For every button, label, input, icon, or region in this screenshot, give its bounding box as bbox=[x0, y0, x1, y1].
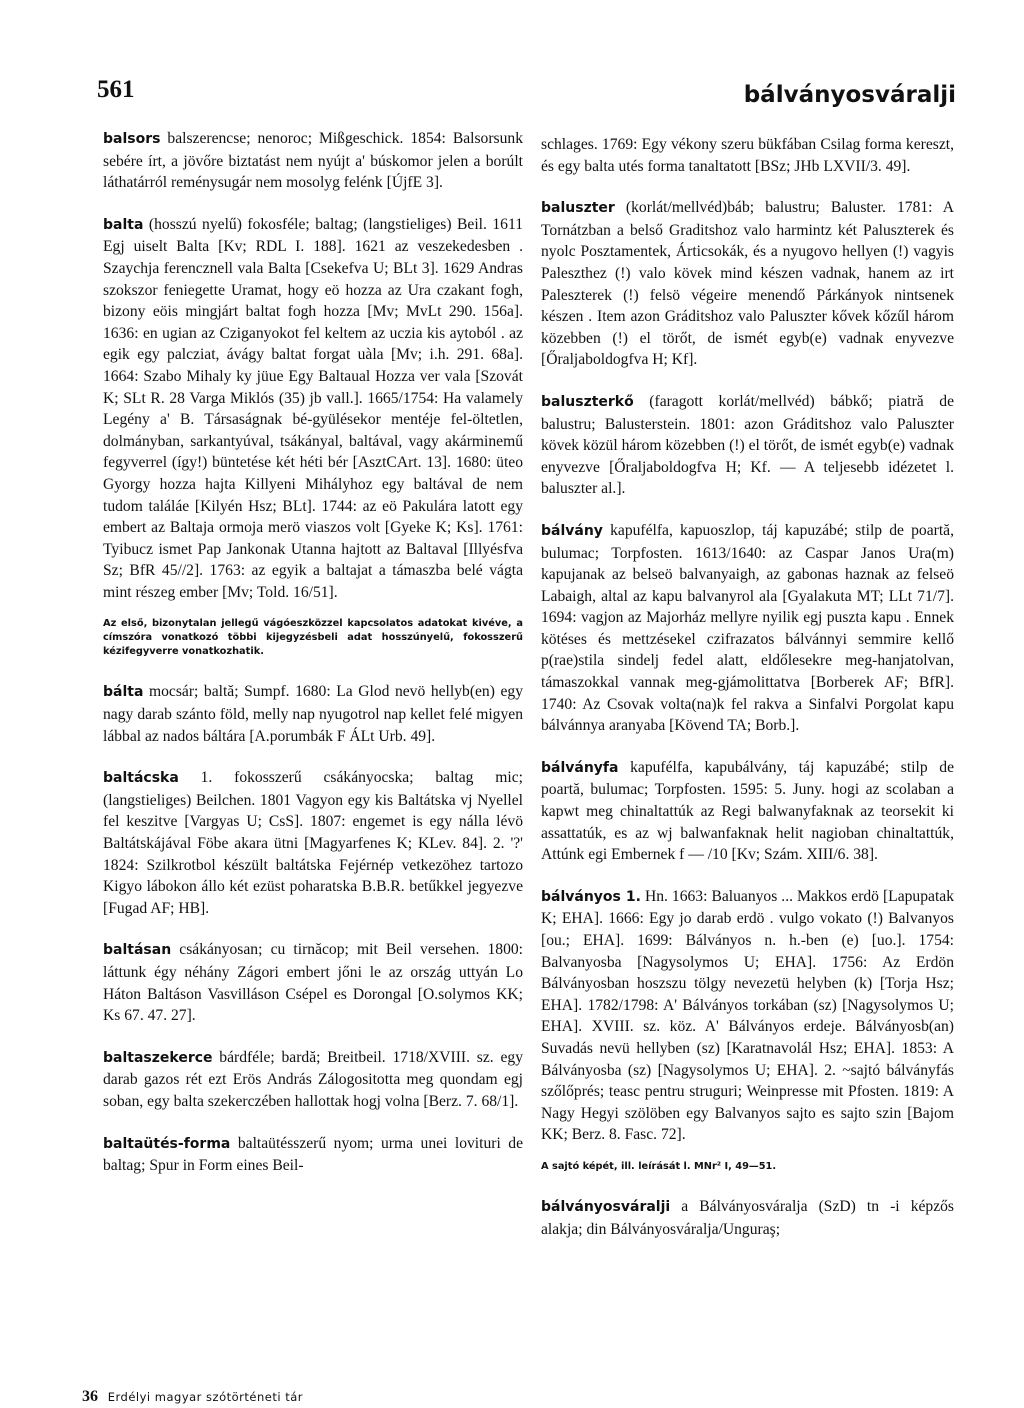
dictionary-entry bbox=[103, 214, 523, 604]
entry-text: (faragott korlát/mellvéd) bábkő; piatră de balustru; Balusterstein. 1801: azon Gráditshoz valo Paluszter kövek közül három közebben (!) el törőt, de ismét egyb(e) vadnak enyvezve [Őraljaboldogfva H; Kf. — A teljesebb idézetet l. baluszter al.]. bbox=[541, 392, 954, 498]
entry-text: balszerencse; nenoroc; Mißgeschick. 1854: Balsorsunk sebére írt, a jövőre biztatást nem nyújt a' búskomor jelen a borúlt láthatárról reménysugár nem mosolyg felénk [ÚjfE 3]. bbox=[103, 130, 523, 192]
entry-text: csákányosan; cu tirnăcop; mit Beil versehen. 1800: láttunk égy néhány Zágori embert jőni le az ország uttyán Lo Háton Baltáson Vasvilláson Csépel es Dorongal [O.solymos KK; Ks 67. 47. 27]. bbox=[103, 941, 523, 1025]
dictionary-entry bbox=[103, 681, 523, 747]
headword: baltaütés-forma bbox=[103, 1135, 231, 1152]
dictionary-entry bbox=[541, 1196, 954, 1240]
dictionary-entry bbox=[103, 939, 523, 1026]
entry-note: A sajtó képét, ill. leírását l. MNr² I, 49—51. bbox=[541, 1160, 777, 1172]
headword: baluszter bbox=[541, 200, 615, 217]
entry-text: bárdféle; bardă; Breitbeil. 1718/XVIII. sz. egy darab gazos rét ezt Erös András Zálogositotta meg quondam egj soban, egy balta szekerczében hallottak hogj volna [Berz. 7. 68/1]. bbox=[103, 1048, 523, 1110]
entry-text: a Bálványosváralja (SzD) tn -i képzős alakja; din Bálványosváralja/Unguraş; bbox=[541, 1197, 954, 1238]
headword: bálványos 1. bbox=[541, 888, 641, 905]
entry-text: (korlát/mellvéd)báb; balustru; Baluster. 1781: A Tornátzban a belső Graditshoz valo harmintz két Paluszterek és nyolc Posztamentek, Árticsokák, és a nyugovo hellyen (!) vagyis Paleszthez (!) valo kövek mind készen vadnak, hanem az irt Paleszterek (!) felsö végeire menendő Párkányok nintsenek készen . Item azon Gráditshoz valo Paluszter kővek kőzűl három közebben (!) el törőt, de ismét egyb(e) vadnak enyvezve [Őraljaboldogfva H; Kf]. bbox=[541, 199, 954, 369]
headword: bálványfa bbox=[541, 759, 619, 776]
headword: baltásan bbox=[103, 942, 172, 959]
entry-text: kapufélfa, kapuoszlop, táj kapuzábé; stilp de poartă, bulumac; Torpfosten. 1613/1640: az Caspar Janos Ura(m) kapujanak az belseö balvanyaigh, az gabonas haznak az felseö Labaigh, altal az kapu balvanyrol ala [Gyalakuta MT; LLt 71/7]. 1694: vagjon az Majorház mellyre nyilik egj puszta kapu . Ennek kötéses és mettzésekel czifrazatos bálvánnyi semmire kellő p(rae)stila sindelj fedel alatt, eldőlesekre meg-hanjatolvan, támaszokkal vannak meg-gjámolittatva [Borberek AF; BfR]. 1740: Az Csovak volta(na)k fel rakva a Sinfalvi Porgolat kapu bálvánnya aranyaba [Kövend TA; Borb.]. bbox=[541, 521, 954, 735]
footer-title: Erdélyi magyar szótörténeti tár bbox=[107, 1390, 303, 1404]
entry-note: Az első, bizonytalan jellegű vágóeszközzel kapcsolatos adatokat kivéve, a címszóra vonatkozó többi kijegyzésbeli adat hosszúnyelű, fokosszerű kézifegyverre vonatkozhatik. bbox=[103, 618, 523, 658]
footer-page-number: 36 bbox=[82, 1388, 98, 1405]
entry-text: (hosszú nyelű) fokosféle; baltag; (langstieliges) Beil. 1611 Egj uiselt Balta [Kv; RDL I. 188]. 1621 az veszekedesben . Szaychja ferencznell vala Balta [Csekefva U; BLt 3]. 1629 Andras szokszor feniegette Uramat, hogy eö hozza az Ura czakant fogh, bizony eöis mingjárt baltat fogh hozza [Mv; MvLt 290. 156a]. 1636: en ugian az Cziganyokot fel keltem az uczia kis aytoból . az egik egy palcziat, ávágy baltat forgat uàla [Mv; i.h. 291. 68a]. 1664: Szabo Mihaly ky jüue Egy Baltaual Hozza ver vala [Szovát K; SLt R. 28 Varga Miklós (35) jb vall.]. 1665/1754: Ha valamely Legény a' B. Társaságnak bé-gyülésekor mentéje fel-öltetlen, dolmányban, sarkantyúval, tsákányal, baltával, vagy akárminemű fegyverrel (így!) büntetése két héti bér [AsztCArt. 13]. 1680: üteo Gyorgy hozza hajta Killyeni Mihályhoz egy baltával de nem tudom találáe [Kilyén Hsz; BLt]. 1744: az eö Pakulára latott egy embert az Baltaja ormoja merö viaszos volt [Gyeke K; Ks]. 1761: Tyibucz ismet Pap Jankonak Utanna hajtott az Baltaval [Illyésfva Sz; BfR 45//2]. 1763: az egyik a baltajat a támaszba belé vágta mint részeg ember [Mv; Told. 16/51]. bbox=[103, 215, 523, 601]
dictionary-entry bbox=[541, 391, 954, 500]
entry-text: baltaütésszerű nyom; urma unei lovituri de baltag; Spur in Form eines Beil- bbox=[103, 1134, 523, 1175]
dictionary-entry bbox=[103, 1133, 523, 1177]
dictionary-entry bbox=[103, 767, 523, 919]
headword: balsors bbox=[103, 131, 161, 147]
right-column bbox=[541, 134, 954, 1260]
dictionary-entry bbox=[103, 1047, 523, 1113]
dictionary-entry bbox=[103, 128, 523, 194]
entry-text: schlages. 1769: Egy vékony szeru bükfában Csilag forma kereszt, és egy balta utés forma tanaltatott [BSz; JHb LXVII/3. 49]. bbox=[541, 136, 954, 175]
dictionary-entry bbox=[541, 197, 954, 371]
entry-text: Hn. 1663: Baluanyos ... Makkos erdö [Lapupatak K; EHA]. 1666: Egy jo darab erdö . vulgo vokato (!) Balvanyos [ou.; EHA]. 1699: Bálványos n. h.-ben (e) [uo.]. 1754: Balvanyosba [Nagysolymos U; EHA]. 1756: Az Erdön Bálványosban hoszszu tölgy nevezetü helyben (k) [Torja Hsz; EHA]. 1782/1798: A' Bálványos torkában (sz) [Nagysolymos U; EHA]. XVIII. sz. köz. A' Bálványos erdeje. Bálványosb(an) Suvadás nevü hellyben (sz) [Karatnavolál Hsz; EHA]. 1853: A Bálványosba (sz) [Nagysolymos U; EHA]. 2. ~sajtó bálványfás szőlőprés; teasc pentru struguri; Weinpresse mit Pfosten. 1819: A Nagy Hegyi szölöben egy Balvanyos sajto es sajto szin [Bajom KK; Berz. 8. Fasc. 72]. bbox=[541, 887, 954, 1144]
headword: balta bbox=[103, 216, 144, 233]
left-column bbox=[103, 128, 523, 1197]
headword: bálvány bbox=[541, 522, 603, 539]
running-head: bálványosváralji bbox=[743, 82, 956, 108]
entry-text: 1. fokosszerű csákányocska; baltag mic; (langstieliges) Beilchen. 1801 Vagyon egy kis Baltátska vj Nyellel fel keszitve [Vargyas U; CsS]. 1807: engemet is egy nálla lévö Baltátskájával Föbe akara ütni [Magyarfenes K; KLev. 84]. 2. '?' 1824: Szilkrotbol készült baltátska Fejérnép vetkezöhez tartozo Kigyo lábokon állo két ezüst poharatska B.B.R. betűkkel jegyezve [Fugad AF; HB]. bbox=[103, 769, 523, 917]
headword: baluszterkő bbox=[541, 393, 634, 410]
headword: bálványosváralji bbox=[541, 1198, 671, 1215]
headword: bálta bbox=[103, 684, 144, 701]
headword: baltaszekerce bbox=[103, 1049, 213, 1066]
dictionary-entry bbox=[541, 886, 954, 1146]
headword: baltácska bbox=[103, 770, 179, 787]
entry-text: mocsár; baltă; Sumpf. 1680: La Glod nevö hellyb(en) egy nagy darab szánto föld, melly nap nyugotrol nap kellet felé migyen lábbal az nados báltára [A.porumbák F ÁLt Urb. 49]. bbox=[103, 683, 523, 745]
entry-text: kapufélfa, kapubálvány, táj kapuzábé; stilp de poartă, bulumac; Torpfosten. 1595: 5. Juny. hogi az scolaban a kapwt meg chinaltattúk az Regi balwanyfaknak az teorsekit ki assattatúk, es az wj balwanfaknak helit nagioban chinaltattúk, Attúnk egi Embernek f — /10 [Kv; Szám. XIII/6. 38]. bbox=[541, 758, 954, 864]
page-footer bbox=[82, 1388, 303, 1406]
dictionary-entry bbox=[541, 134, 954, 177]
page-number: 561 bbox=[97, 76, 135, 103]
dictionary-entry bbox=[541, 757, 954, 866]
dictionary-entry bbox=[541, 520, 954, 737]
